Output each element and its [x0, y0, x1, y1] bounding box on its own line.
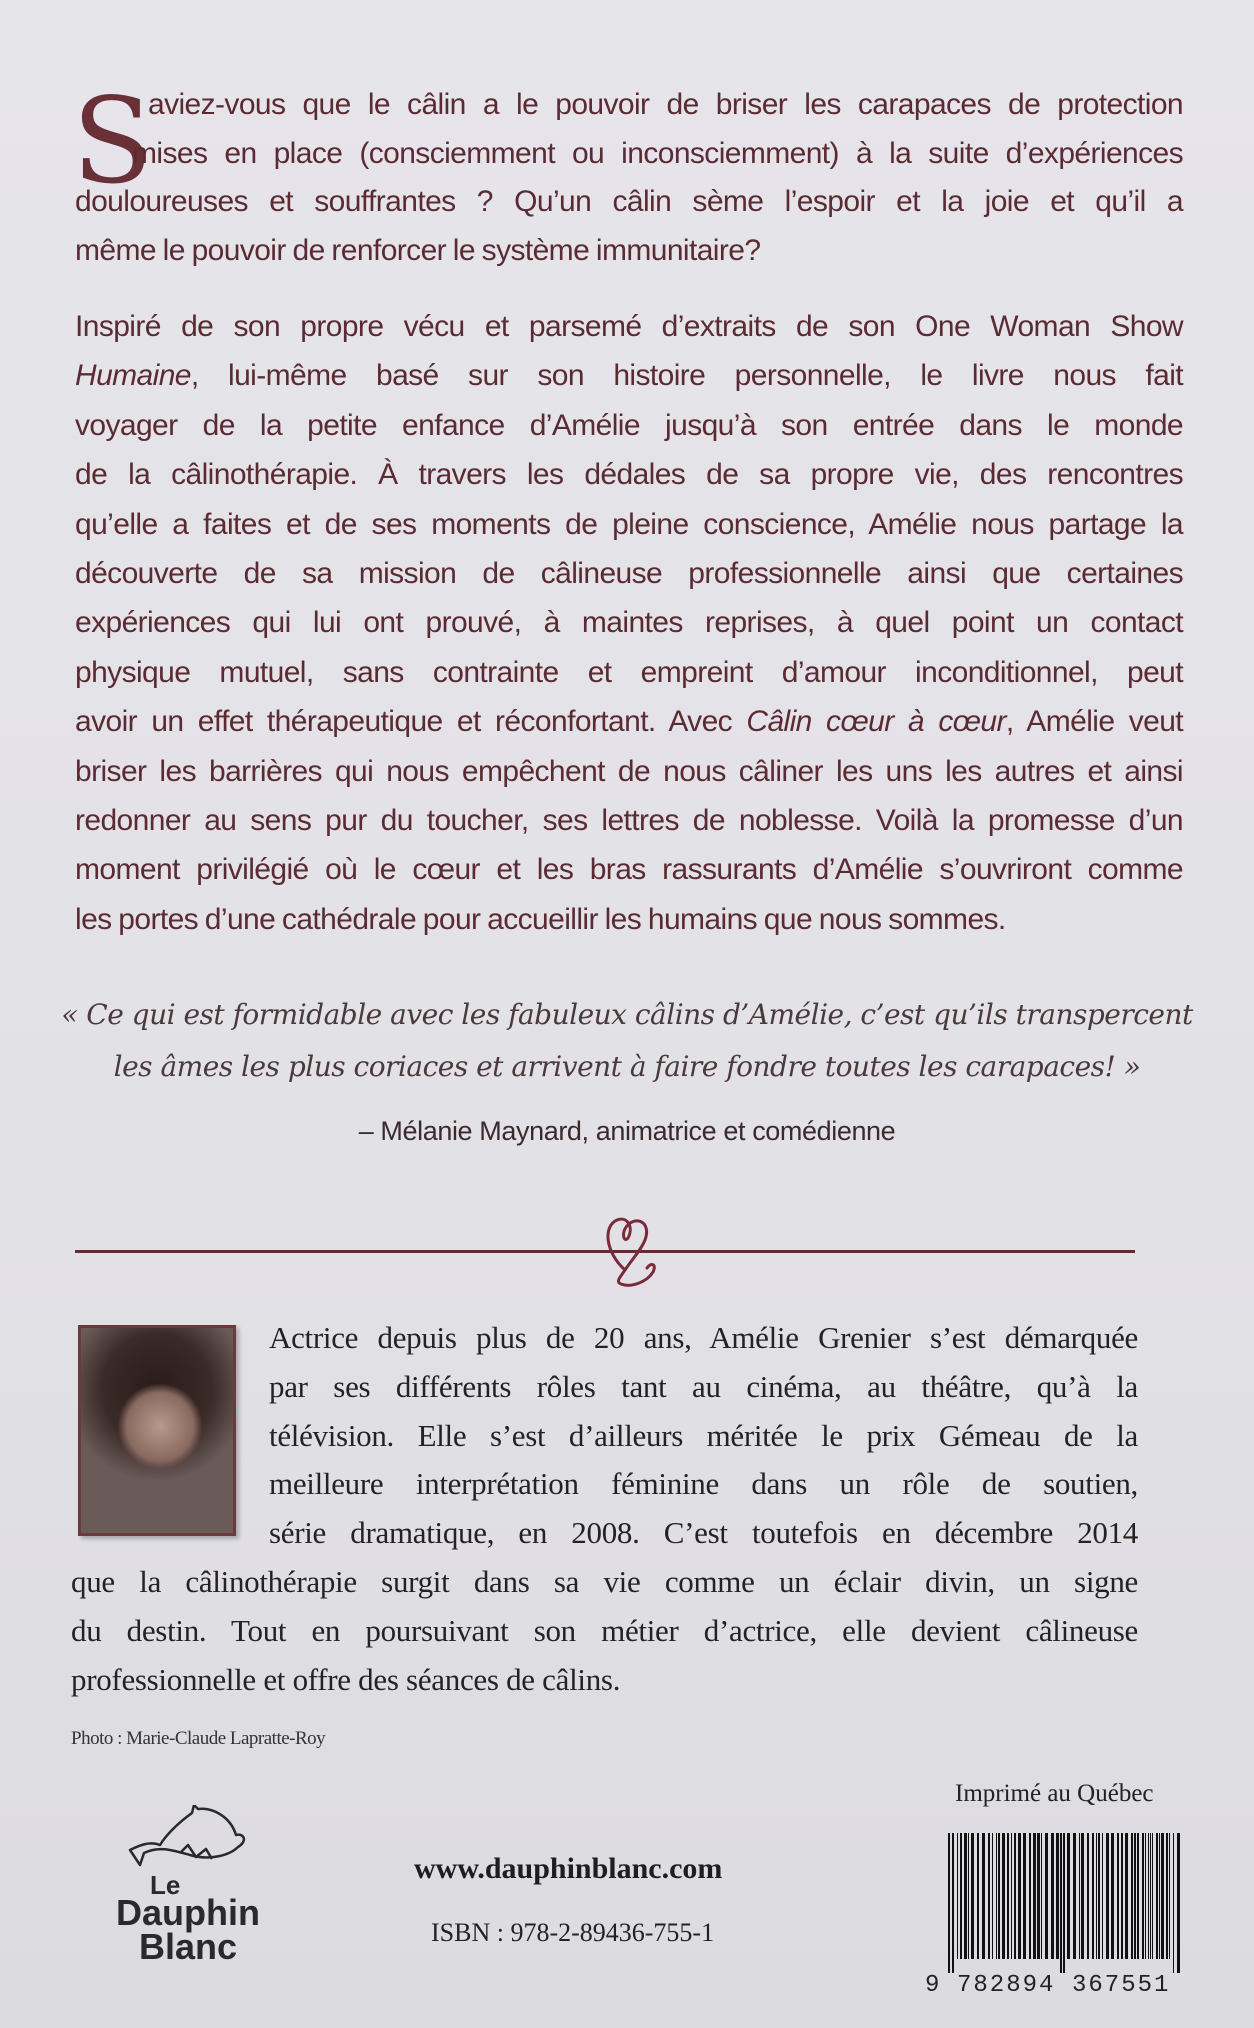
barcode-bar [1117, 1833, 1119, 1959]
bio-line: meilleure interprétation féminine dans un rôle de soutien, [269, 1466, 1138, 1502]
testimonial-line: les âmes les plus coriaces et arrivent à faire fondre toutes les carapaces! » [113, 1050, 1141, 1083]
text-segment: physique mutuel, sans contrainte et empreint d’amour inconditionnel, peut [75, 655, 1183, 689]
barcode-bar [1063, 1833, 1065, 1973]
barcode-bar [1045, 1833, 1048, 1959]
paragraph-line [75, 458, 1183, 492]
paragraph-line [75, 804, 1183, 838]
paragraph-line [75, 705, 1183, 739]
printed-in-label: Imprimé au Québec [955, 1780, 1154, 1807]
bio-line: du destin. Tout en poursuivant son métier d’actrice, elle devient câlineuse [71, 1612, 1138, 1648]
barcode-bar [1106, 1833, 1109, 1959]
bio-line: par ses différents rôles tant au cinéma, au théâtre, qu’à la [269, 1368, 1138, 1404]
text-segment: redonner au sens pur du toucher, ses lettres de noblesse. Voilà la promesse d’un [75, 804, 1183, 837]
barcode-bar [1161, 1833, 1164, 1959]
barcode-bar [1111, 1833, 1114, 1959]
barcode-bar [1079, 1833, 1080, 1959]
barcode-bar [1096, 1833, 1097, 1959]
barcode-bar [1018, 1833, 1021, 1959]
barcode-icon [944, 1833, 1184, 1973]
barcode-bar [988, 1833, 990, 1959]
barcode-bar [1060, 1833, 1062, 1973]
barcode-bar [957, 1833, 958, 1959]
barcode-bar [952, 1833, 954, 1973]
paragraph-line [75, 508, 1183, 542]
text-segment: briser les barrières qui nous empêchent de nous câliner les uns les autres et ainsi [75, 754, 1183, 788]
paragraph-line [75, 606, 1183, 640]
text-segment: moment privilégié où le cœur et les bras rassurants d’Amélie s’ouvriront comme [75, 853, 1183, 887]
barcode-bar [1033, 1833, 1036, 1959]
barcode-bar [992, 1833, 993, 1959]
text-segment: voyager de la petite enfance d’Amélie jusqu’à son entrée dans le monde [75, 408, 1183, 442]
barcode-bar [1156, 1833, 1158, 1959]
heart-ornament-icon [595, 1212, 667, 1292]
barcode-bar [1125, 1833, 1128, 1959]
barcode-bar [1056, 1833, 1059, 1959]
paragraph-line: aviez-vous que le câlin a le pouvoir de briser les carapaces de protection [148, 88, 1183, 121]
isbn: ISBN : 978-2-89436-755-1 [431, 1918, 715, 1947]
barcode-bar [1081, 1833, 1084, 1959]
barcode-bar [1166, 1833, 1168, 1959]
barcode-bar [1142, 1833, 1144, 1959]
text-segment: , Amélie veut [1005, 705, 1184, 739]
dolphin-icon [120, 1805, 255, 1885]
logo-text-le: Le [150, 1870, 181, 1900]
barcode-bar [964, 1833, 967, 1959]
logo-text-dauphin: Dauphin [116, 1892, 260, 1933]
text-segment: expériences qui lui ont prouvé, à maintes reprises, à quel point un contact [75, 606, 1183, 640]
barcode-bar [998, 1833, 1000, 1959]
barcode-bar [1098, 1833, 1100, 1959]
barcode-bar [971, 1833, 974, 1959]
author-photo [78, 1325, 236, 1536]
paragraph-line [75, 359, 1183, 393]
text-segment: les portes d’une cathédrale pour accueillir les humains que nous sommes. [75, 902, 1006, 936]
barcode-digits-left: 782894 [957, 1972, 1056, 1999]
paragraph-line [75, 310, 1183, 344]
barcode-bar [1102, 1833, 1103, 1959]
paragraph-line: mises en place (consciemment ou inconsciemment) à la suite d’expériences [132, 136, 1183, 170]
barcode-bar [1134, 1833, 1136, 1959]
barcode-bar [982, 1833, 985, 1959]
barcode-bar [1092, 1833, 1094, 1959]
paragraph-line: douloureuses et souffrantes ? Qu’un câlin sème l’espoir et la joie et qu’il a [75, 185, 1183, 219]
book-title: Câlin cœur à cœur [746, 705, 1006, 739]
testimonial-line: « Ce qui est formidable avec les fabuleux câlins d’Amélie, c’est qu’ils transpercent [61, 998, 1193, 1031]
paragraph-line [75, 853, 1183, 887]
barcode-bar [1087, 1833, 1089, 1959]
text-segment: Inspiré de son propre vécu et parsemé d’extraits de son One Woman Show [75, 310, 1183, 343]
bio-line: professionnelle et offre des séances de câlins. [71, 1661, 621, 1697]
bio-line: Actrice depuis plus de 20 ans, Amélie Grenier s’est démarquée [269, 1320, 1138, 1355]
barcode-bar [1145, 1833, 1146, 1959]
drop-cap: S [72, 72, 153, 210]
barcode-bar [948, 1833, 950, 1973]
barcode-bar [1177, 1833, 1180, 1973]
barcode-bar [960, 1833, 962, 1959]
bio-line: série dramatique, en 2008. C’est toutefois en décembre 2014 [269, 1515, 1138, 1551]
barcode-digit-first: 9 [925, 1972, 940, 1999]
text-segment: , lui-même basé sur son histoire personnelle, le livre nous fait [190, 359, 1183, 393]
text-segment: qu’elle a faites et de ses moments de pleine conscience, Amélie nous partage la [75, 507, 1183, 541]
barcode-bar [1169, 1833, 1170, 1959]
paragraph-line [75, 409, 1183, 443]
photo-credit: Photo : Marie-Claude Lapratte-Roy [71, 1728, 326, 1749]
paragraph-line [75, 656, 1183, 690]
barcode-digits-right: 367551 [1072, 1972, 1171, 1999]
barcode-bar [1041, 1833, 1042, 1959]
barcode-bar [1131, 1833, 1133, 1959]
barcode-bar [1014, 1833, 1016, 1959]
barcode-bar [1011, 1833, 1012, 1959]
paragraph-line [75, 557, 1183, 591]
testimonial-attribution: – Mélanie Maynard, animatrice et comédienne [358, 1116, 896, 1146]
paragraph-line: même le pouvoir de renforcer le système immunitaire? [75, 233, 761, 267]
paragraph-line [75, 903, 1183, 937]
text-segment: avoir un effet thérapeutique et réconfortant. Avec [75, 705, 747, 739]
barcode-bar [1148, 1833, 1149, 1959]
barcode-bar [1023, 1833, 1026, 1959]
bio-line: télévision. Elle s’est d’ailleurs méritée le prix Gémeau de la [269, 1417, 1138, 1453]
paragraph-line [75, 755, 1183, 789]
publisher-website-link[interactable]: www.dauphinblanc.com [414, 1852, 723, 1885]
barcode-bar [1002, 1833, 1005, 1959]
barcode-bar [968, 1833, 969, 1959]
barcode-bar [1051, 1833, 1054, 1959]
barcode-bar [1173, 1833, 1174, 1973]
text-segment: de la câlinothérapie. À travers les dédales de sa propre vie, des rencontres [75, 458, 1183, 492]
book-title: Humaine [75, 359, 191, 393]
barcode-bar [1037, 1833, 1040, 1959]
barcode-bar [1152, 1833, 1153, 1959]
logo-text-blanc: Blanc [138, 1926, 238, 1967]
barcode-bar [1121, 1833, 1123, 1959]
barcode-bar [1073, 1833, 1076, 1959]
barcode-bar [1137, 1833, 1139, 1959]
bio-line: que la câlinothérapie surgit dans sa vie comme un éclair divin, un signe [71, 1564, 1138, 1599]
barcode-bar [977, 1833, 979, 1959]
barcode-bar [1007, 1833, 1009, 1959]
barcode-bar [1159, 1833, 1160, 1959]
barcode-bar [1029, 1833, 1031, 1959]
barcode-bar [1150, 1833, 1151, 1959]
barcode-bar [996, 1833, 997, 1959]
barcode-bar [1067, 1833, 1070, 1959]
text-segment: découverte de sa mission de câlineuse professionnelle ainsi que certaines [75, 557, 1183, 590]
